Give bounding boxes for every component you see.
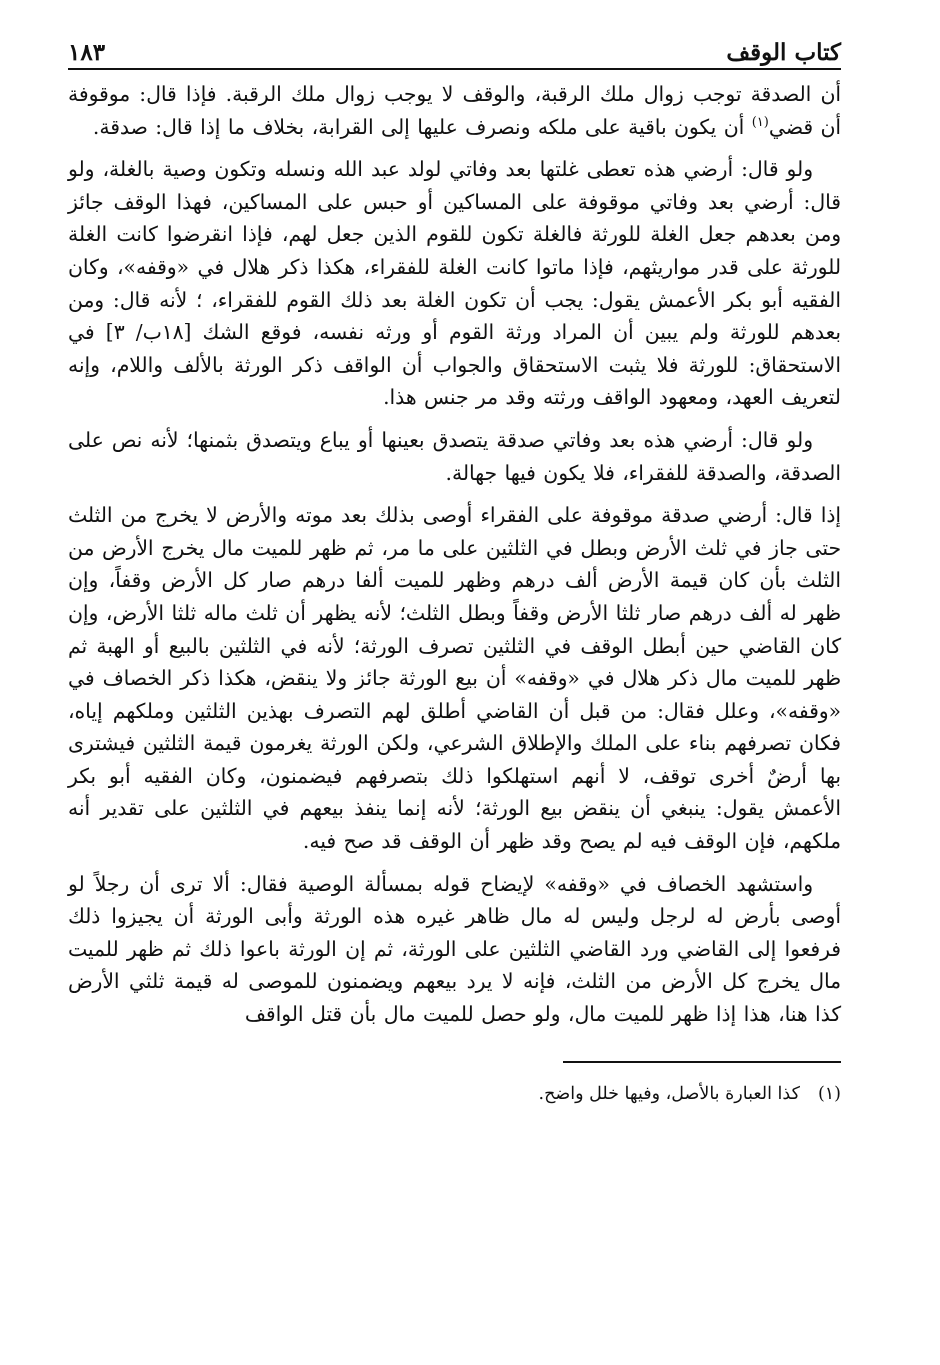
- footnote-text: كذا العبارة بالأصل، وفيها خلل واضح.: [538, 1083, 800, 1104]
- paragraph-1: [68, 78, 841, 143]
- paragraph-1-text-a: أن الصدقة توجب زوال ملك الرقبة، والوقف لا يوجب زوال ملك الرقبة. فإذا قال: موقوفة أن قضي: [68, 82, 841, 139]
- footnote-divider: [563, 1061, 841, 1063]
- page-number: ١٨٣: [68, 39, 106, 66]
- page-header: [68, 28, 841, 70]
- paragraph-1-text-b: أن يكون باقية على ملكه ونصرف عليها إلى القرابة، بخلاف ما إذا قال: صدقة.: [92, 114, 752, 139]
- paragraph-3: ولو قال: أرضي هذه بعد وفاتي صدقة يتصدق بعينها أو يباع ويتصدق بثمنها؛ لأنه نص على الصدقة، والصدقة للفقراء، فلا يكون فيها جهالة.: [68, 427, 841, 485]
- footnote-reference: (١): [751, 114, 769, 130]
- footnote: [68, 1081, 841, 1107]
- paragraph-4: إذا قال: أرضي صدقة موقوفة على الفقراء أوصى بذلك بعد موته والأرض لا يخرج من الثلث حتى جاز في ثلث الأرض وبطل في الثلثين على ما مر، ثم ظهر للميت مال يخرج الأرض من الثلث بأن كان قيمة الأرض ألف درهم وظهر للميت ألفا درهم صار كل الأرض وقفاً، وإن ظهر له ألف درهم صار ثلثا الأرض وقفاً وبطل الثلث؛ لأنه يظهر أن ثلث ماله ثلثا الأرض، وإن كان القاضي حين أبطل الوقف في الثلثين تصرف الورثة؛ لأنه في الثلثين بالبيع أو الهبة ثم ظهر للميت مال ذكر هلال في «وقفه» أن بيع الورثة جائز ولا ينقض، هكذا ذكر الخصاف في «وقفه»، وعلل فقال: من قبل أن القاضي أطلق لهم التصرف بهذين الثلثين وملكهم إياه، فكان تصرفهم بناء على الملك والإطلاق الشرعي، ولكن الورثة يغرمون قيمة الثلثين فيشترى بها أرضٌ أخرى توقف، لا أنهم استهلكوا ذلك بتصرفهم فيضمنون، وكان الفقيه أبو بكر الأعمش يقول: ينبغي أن ينقض بيع الورثة؛ لأنه إنما ينفذ بيعهم في الثلثين على تقدير أنه ملكهم، فإن الوقف فيه لم يصح وقد ظهر أن الوقف قد صح فيه.: [68, 503, 841, 854]
- paragraph-2: ولو قال: أرضي هذه تعطى غلتها بعد وفاتي لولد عبد الله ونسله وتكون وصية بالغلة، ولو قال: أرضي بعد وفاتي موقوفة على المساكين أو حبس على المساكين، فهذا الوقف جائز ومن بعدهم جعل الغلة للورثة فالغلة تكون للقوم الذين جعل لهم، فإذا انقرضوا كانت الغلة للورثة على قدر مواريثهم، فإذا ماتوا كانت الغلة للفقراء، هكذا ذكر هلال في «وقفه»، وكان الفقيه أبو بكر الأعمش يقول: يجب أن تكون الغلة بعد ذلك القوم للفقراء، ؛ لأنه قال: ومن بعدهم للورثة ولم يبين أن المراد ورثة القوم أو ورثه نفسه، فوقع الشك [١٨ب/ ٣] في الاستحقاق: للورثة فلا يثبت الاستحقاق والجواب أن الواقف ذكر الورثة بالألف واللام، وإنه لتعريف العهد، ومعهود الواقف ورثته وقد مر جنس هذا.: [68, 157, 842, 410]
- page-body: [68, 78, 841, 1031]
- footnote-number: (١): [817, 1083, 841, 1104]
- chapter-title: كتاب الوقف: [726, 39, 841, 66]
- book-page: [68, 28, 841, 1107]
- paragraph-5: واستشهد الخصاف في «وقفه» لإيضاح قوله بمسألة الوصية فقال: ألا ترى أن رجلاً لو أوصى بأرض له لرجل وليس له مال ظاهر غيره هذه الورثة وأبى الورثة أن يجيزوا ذلك فرفعوا إلى القاضي ورد القاضي الثلثين على الورثة، ثم إن الورثة باعوا ذلك ثم ظهر للميت مال يخرج كل الأرض من الثلث، فإنه لا يرد بيعهم ويضمنون للموصى له قيمة ثلثي الأرض كذا هنا، هذا إذا ظهر للميت مال، ولو حصل للميت مال بأن قتل الواقف: [68, 871, 841, 1027]
